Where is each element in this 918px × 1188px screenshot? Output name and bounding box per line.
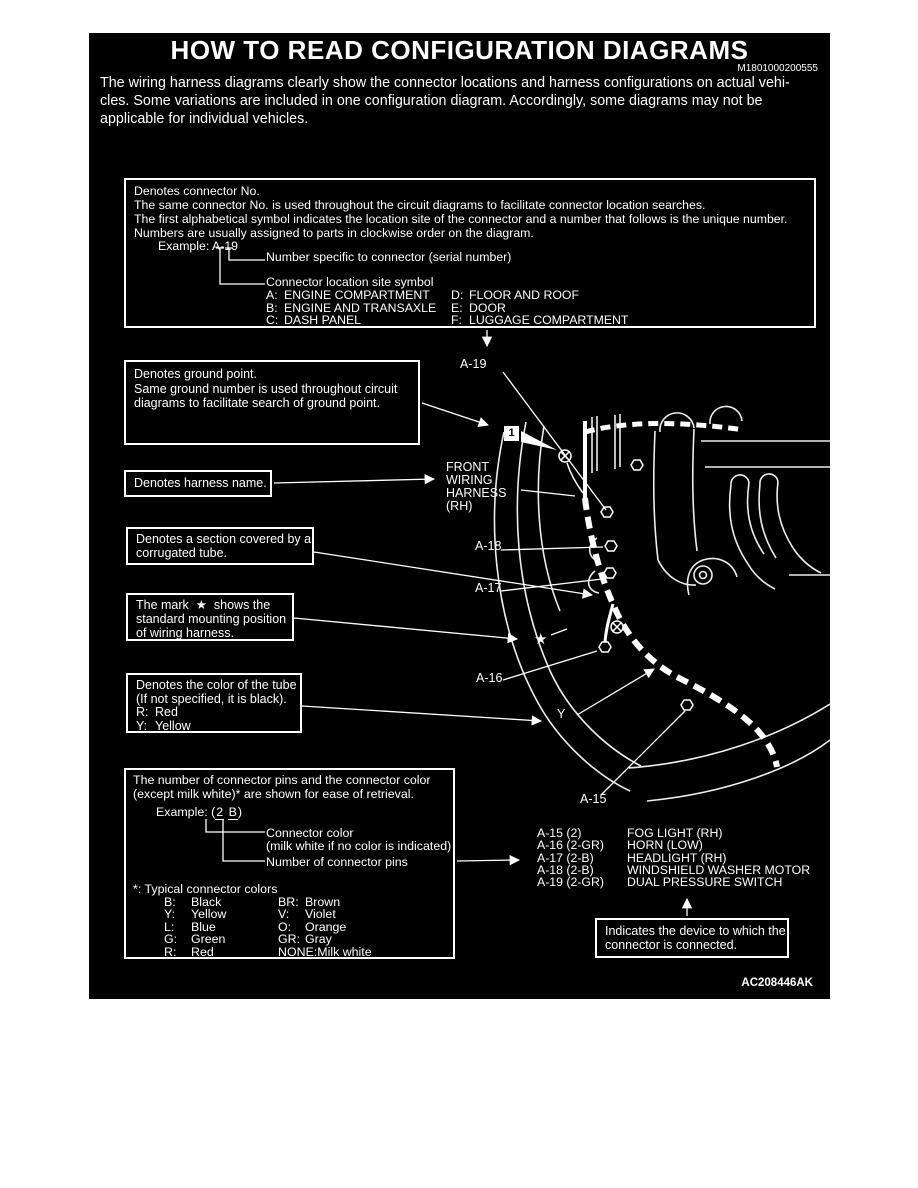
connector-list-row: A-18 (2-B) WINDSHIELD WASHER MOTOR [537, 862, 811, 877]
connector-hex-a19 [601, 507, 613, 517]
connector-list-row: A-17 (2-B) HEADLIGHT (RH) [537, 850, 727, 865]
site-symbol-row: F: LUGGAGE COMPARTMENT [451, 313, 629, 328]
connector-no-callout-box [124, 178, 816, 328]
connector-hex-top [631, 460, 643, 470]
site-symbol-row: B: ENGINE AND TRANSAXLE [266, 300, 437, 315]
vehicle-structure-lines [495, 406, 830, 801]
intro-line: applicable for individual vehicles. [100, 111, 309, 127]
typical-colors-title: *: Typical connector colors [133, 882, 278, 896]
color-row: L: Blue [164, 919, 216, 934]
ground-bolt-symbol [521, 431, 583, 493]
site-symbols-right-column [451, 289, 628, 327]
connector-label-a16: A-16 [476, 671, 503, 685]
connector-colors-left-column [164, 896, 226, 958]
document-code: M1801000200555 [737, 63, 818, 74]
connector-list-row: A-19 (2-GR) DUAL PRESSURE SWITCH [537, 875, 783, 890]
tube-color-label-y: Y [557, 707, 566, 721]
color-row: Y: Yellow [164, 907, 227, 922]
connector-list-row: A-15 (2) FOG LIGHT (RH) [537, 826, 723, 840]
connector-label-a17: A-17 [475, 581, 502, 595]
connector-hex-a17 [604, 568, 616, 578]
site-symbol-row: C: DASH PANEL [266, 313, 361, 328]
connector-no-example: Example: A-19 [158, 239, 238, 253]
serial-number-note: Number specific to connector (serial number) [266, 250, 512, 264]
color-row: BR: Brown [278, 895, 341, 909]
connector-label-a18: A-18 [475, 539, 502, 553]
site-symbols-left-column [266, 289, 436, 327]
corrugated-tube-callout-box: Denotes a section covered by a corrugated tube. [126, 527, 314, 565]
ground-point-badge: 1 [504, 426, 519, 441]
star-mark-callout-box: The mark ★ shows the standard mounting position of wiring harness. [126, 593, 294, 641]
intro-line: cles. Some variations are included in one configuration diagram. Accordingly, some diagrams may not be [100, 93, 763, 109]
site-symbol-note: Connector location site symbol [266, 275, 434, 289]
tube-color-callout-box: Denotes the color of the tube (If not specified, it is black). R: Red Y: Yellow [126, 673, 302, 733]
color-row: O: Orange [278, 919, 347, 934]
ground-point-callout-box: Denotes ground point. Same ground number is used throughout circuit diagrams to facilitate search of ground point. [124, 360, 420, 445]
mount-clip-symbol [611, 621, 623, 633]
device-callout-box: Indicates the device to which the connector is connected. [595, 918, 789, 958]
connector-colors-right-column [278, 896, 372, 958]
color-row: GR: Gray [278, 932, 332, 947]
site-symbol-row: E: DOOR [451, 300, 506, 315]
connector-hex-a16 [599, 642, 611, 652]
color-row: B: Black [164, 895, 222, 909]
star-mark-symbol: ★ [534, 631, 548, 648]
connector-device-list [537, 827, 810, 888]
page-title: HOW TO READ CONFIGURATION DIAGRAMS [170, 35, 749, 65]
connector-color-note: Connector color (milk white if no color is indicated) [266, 826, 452, 853]
connector-hex-a18 [605, 541, 617, 551]
connector-list-row: A-16 (2-GR) HORN (LOW) [537, 838, 703, 853]
example-color-code: B [228, 805, 237, 819]
figure-code: AC208446AK [741, 977, 813, 989]
color-row: G: Green [164, 932, 226, 947]
connector-pins-example: Example: (2 B) [156, 805, 243, 819]
tube-color-row: Y: Yellow [136, 718, 191, 733]
connector-no-description: Denotes connector No. The same connector No. is used throughout the circuit diagrams to facilitate connector location searches. The first alphabetical symbol indicates the location site of the connector and a number that follows is the unique number. Numbers are usually assigned to parts in clockwise order on the diagram. [134, 184, 788, 240]
site-symbol-row: A: ENGINE COMPARTMENT [266, 288, 430, 302]
site-symbol-row: D: FLOOR AND ROOF [451, 288, 579, 302]
connector-symbols [599, 460, 693, 710]
color-row: V: Violet [278, 907, 336, 922]
color-row: R: Red [164, 944, 214, 959]
example-pin-count: 2 [216, 805, 224, 819]
pin-count-note: Number of connector pins [266, 855, 408, 869]
connector-pins-callout-box: The number of connector pins and the connector color (except milk white)* are shown for ease of retrieval. Example: (2 B) Connector color (milk white if no color is indicated) Number of connector pins *: Typical connector colors B: Black Y: Yellow L: Blue G: Green R: Red BR: Brown V: Violet O: Orange GR: Gray NONE:Milk white [124, 768, 455, 959]
harness-name-callout-box: Denotes harness name. [124, 470, 272, 497]
manual-page-panel [89, 33, 830, 999]
tube-color-row: R: Red [136, 705, 178, 719]
intro-paragraph [100, 74, 790, 128]
connector-label-a15: A-15 [580, 792, 607, 806]
wiring-harness-path [585, 421, 777, 767]
connector-label-a19: A-19 [460, 357, 487, 371]
example-connector-code: A-19 [212, 239, 238, 253]
connector-hex-a15 [681, 700, 693, 710]
intro-line: The wiring harness diagrams clearly show the connector locations and harness configurations on actual vehi- [100, 75, 790, 91]
harness-name-label: FRONT WIRING HARNESS (RH) [446, 460, 507, 513]
color-row: NONE:Milk white [278, 944, 372, 959]
